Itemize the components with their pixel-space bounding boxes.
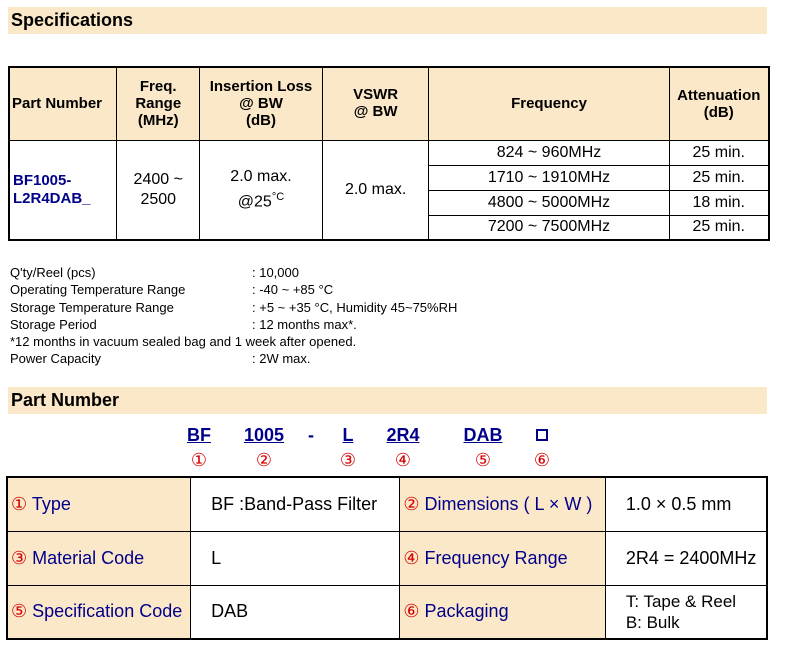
attenuation-cell: 25 min.: [669, 140, 769, 165]
code-2r4: 2R4 ④: [386, 425, 420, 470]
header-part-number: Part Number: [9, 67, 117, 140]
code-dab: DAB ⑤: [463, 425, 503, 470]
header-attenuation: Attenuation (dB): [669, 67, 769, 140]
code-dash: -: [308, 425, 314, 445]
packaging-label: ⑥ Packaging: [400, 585, 605, 639]
header-frequency: Frequency: [429, 67, 669, 140]
attenuation-cell: 18 min.: [669, 190, 769, 215]
specifications-heading: Specifications: [8, 7, 767, 34]
frequency-cell: 7200 ~ 7500MHz: [429, 215, 669, 240]
square-box-icon: [536, 429, 548, 441]
frequency-range-label: ④ Frequency Range: [400, 531, 605, 585]
pn-row: [7, 585, 767, 639]
code-1005: 1005 ②: [243, 425, 285, 470]
header-insertion-loss: Insertion Loss @ BW (dB): [200, 67, 323, 140]
material-code-value: L: [191, 531, 400, 585]
packaging-value: T: Tape & Reel B: Bulk: [605, 585, 767, 639]
specification-code-value: DAB: [191, 585, 400, 639]
type-label: ① Type: [7, 477, 191, 531]
specification-code-label: ⑤ Specification Code: [7, 585, 191, 639]
frequency-range-value: 2R4 = 2400MHz: [605, 531, 767, 585]
type-value: BF :Band-Pass Filter: [191, 477, 400, 531]
part-number-table: [6, 476, 768, 640]
header-vswr: VSWR @ BW: [322, 67, 429, 140]
header-freq-range: Freq. Range (MHz): [117, 67, 200, 140]
attenuation-cell: 25 min.: [669, 165, 769, 190]
frequency-cell: 1710 ~ 1910MHz: [429, 165, 669, 190]
dimensions-value: 1.0 × 0.5 mm: [605, 477, 767, 531]
spec-row: [9, 140, 769, 165]
code-l: L ③: [339, 425, 357, 470]
part-number-heading: Part Number: [8, 387, 767, 414]
freq-range-value: 2400 ~ 2500: [117, 140, 200, 240]
frequency-cell: 4800 ~ 5000MHz: [429, 190, 669, 215]
part-code-breakdown: [0, 424, 785, 474]
attenuation-cell: 25 min.: [669, 215, 769, 240]
pn-row: [7, 531, 767, 585]
vswr-value: 2.0 max.: [322, 140, 429, 240]
part-number-value: BF1005- L2R4DAB_: [9, 140, 117, 240]
frequency-cell: 824 ~ 960MHz: [429, 140, 669, 165]
dimensions-label: ② Dimensions ( L × W ): [400, 477, 605, 531]
material-code-label: ③ Material Code: [7, 531, 191, 585]
pn-row: [7, 477, 767, 531]
spec-header-row: [9, 67, 769, 140]
insertion-loss-value: 2.0 max. $@25^{^\circ C}$: [200, 140, 323, 240]
specifications-table: [8, 66, 770, 241]
code-bf: BF ①: [187, 425, 211, 470]
code-packaging: ⑥: [530, 424, 554, 471]
